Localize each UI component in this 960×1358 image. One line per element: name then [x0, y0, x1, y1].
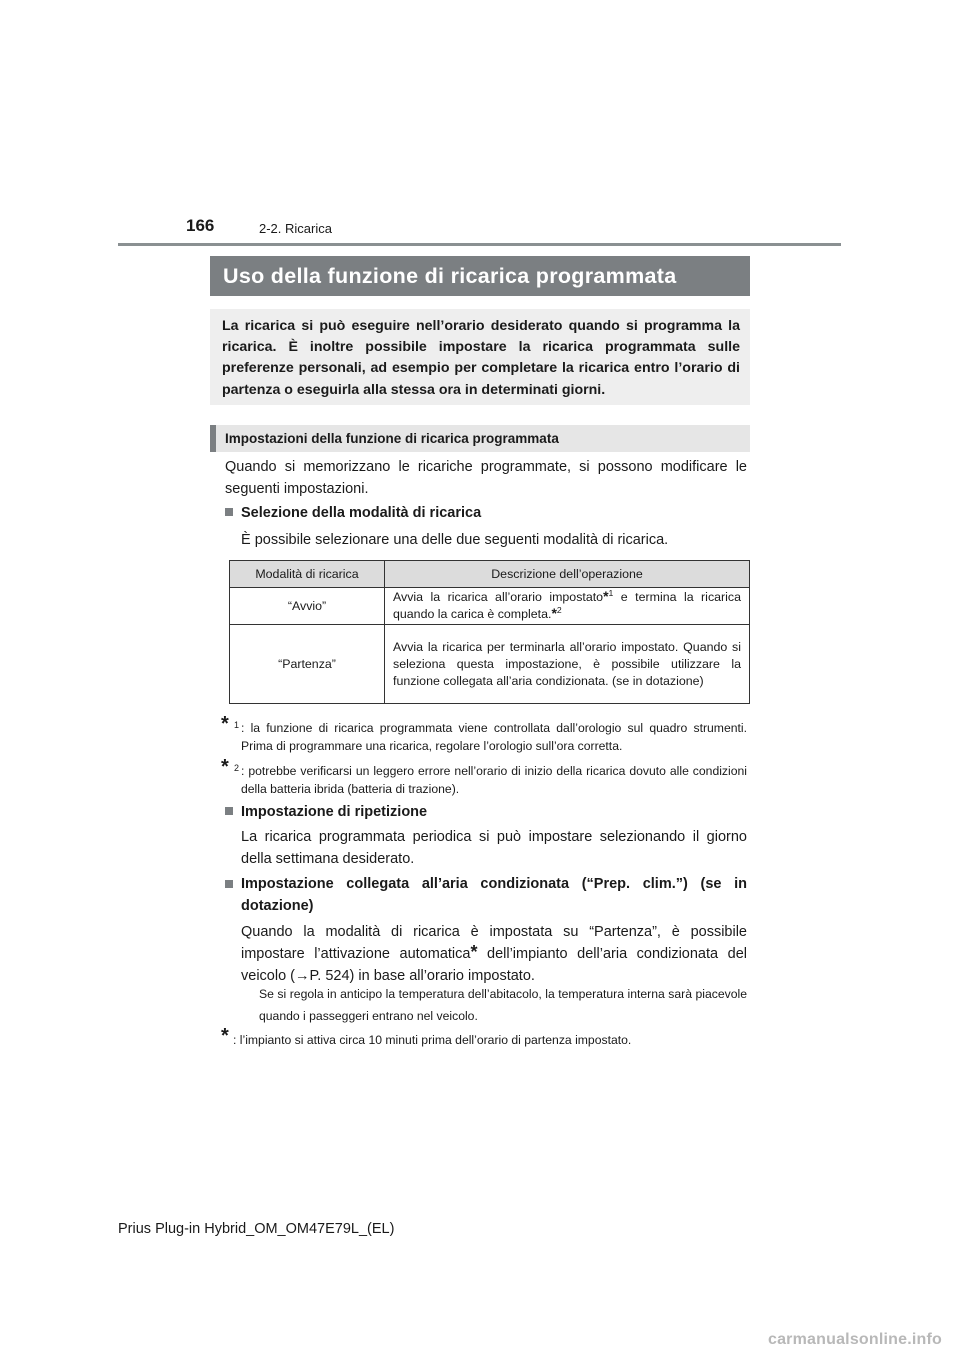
description-cell	[385, 588, 750, 625]
footnote-star-icon: *	[221, 756, 229, 778]
square-bullet-icon	[225, 508, 233, 516]
table-header-row	[230, 561, 750, 588]
bullet-text	[225, 921, 747, 987]
table-row	[230, 625, 750, 704]
footnote-star-icon: *	[551, 605, 557, 621]
intro-text: La ricarica si può eseguire nell’orario desiderato quando si programma la ricarica. È inoltre possibile impostare la ricarica programmata sulle preferenze personali, ad esempio per completare la ricarica entro l’orario di partenza o eseguirla alla stessa ora in determinati giorni.	[222, 318, 740, 398]
watermark: carmanualsonline.info	[767, 1331, 942, 1348]
header-divider	[118, 243, 841, 246]
bullet-heading	[225, 801, 747, 823]
bullet-text-part: Quando la modalità di ricarica è impostata su “Partenza”, è possibile impostare l’attivazione automatica	[241, 924, 747, 962]
bullet-charging-mode	[225, 502, 747, 551]
bullet-heading-text: Impostazione di ripetizione	[241, 804, 428, 820]
table-header-description: Descrizione dell’operazione	[385, 561, 750, 588]
bullet-heading	[225, 502, 747, 524]
page-reference-link[interactable]: P. 524) in base all’orario impostato.	[309, 968, 535, 984]
footnote-3	[221, 1025, 747, 1049]
bullet-heading	[225, 873, 747, 917]
footnote-text: : la funzione di ricarica programmata viene controllata dall’orologio sul quadro strumenti. Prima di programmare una ricarica, regolare l’orologio sull’ora corretta.	[241, 721, 747, 753]
description-text: Avvia la ricarica all’orario impostato	[393, 590, 604, 604]
footnote-star-icon: *	[470, 942, 478, 962]
footnote-text: : potrebbe verificarsi un leggero errore nell’orario di inizio della ricarica dovuto alle condizioni della batteria ibrida (batteria di trazione).	[241, 764, 747, 796]
bullet-text: La ricarica programmata periodica si può impostare selezionando il giorno della settimana desiderato.	[241, 829, 747, 867]
footnote-ref: 2	[556, 604, 562, 615]
footnote-star-icon: *	[221, 1025, 229, 1047]
arrow-right-icon: →	[295, 968, 310, 984]
table-header-mode: Modalità di ricarica	[230, 561, 385, 588]
page-number: 166	[186, 216, 215, 235]
footnote-1: * 1 : la funzione di ricarica programmata viene controllata dall’orologio sul quadro strumenti. Prima di programmare una ricarica, regolare l’orologio sull’ora corretta.	[221, 713, 747, 753]
description-cell: Avvia la ricarica per terminarla all’orario impostato. Quando si seleziona questa impostazione, è possibile utilizzare la funzione collegata all’aria condizionata. (se in dotazione)	[385, 625, 750, 704]
mode-cell: “Avvio”	[230, 588, 385, 625]
description-text: e termina la ricarica quando la carica è completa.	[393, 590, 741, 621]
section-label: 2-2. Ricarica	[259, 221, 332, 236]
subheading: Impostazioni della funzione di ricarica programmata	[210, 425, 750, 452]
note-text: Se si regola in anticipo la temperatura dell’abitacolo, la temperatura interna sarà piacevole quando i passeggeri entrano nel veicolo.	[259, 987, 747, 1023]
footnote-text: : l’impianto si attiva circa 10 minuti prima dell’orario di partenza impostato.	[233, 1033, 632, 1047]
bullet-repeat-setting	[225, 801, 747, 870]
square-bullet-icon	[225, 880, 233, 888]
mode-cell: “Partenza”	[230, 625, 385, 704]
bullet-text-part: dell’impianto dell’aria condizionata del veicolo (	[241, 946, 747, 984]
square-bullet-icon	[225, 807, 233, 815]
charging-modes-table	[229, 560, 750, 704]
intro-paragraph: Quando si memorizzano le ricariche programmate, si possono modificare le seguenti impostazioni.	[225, 459, 747, 497]
page-title: Uso della funzione di ricarica programmata	[210, 256, 750, 296]
bullet-text: È possibile selezionare una delle due seguenti modalità di ricarica.	[241, 532, 669, 548]
footnote-ref: 1	[608, 587, 614, 598]
intro-box	[210, 309, 750, 405]
bullet-heading-text: Selezione della modalità di ricarica	[241, 505, 482, 521]
table-row	[230, 588, 750, 625]
bullet-climate-setting	[225, 873, 747, 987]
footnote-star-icon: *	[221, 713, 229, 735]
footnote-star-icon: *	[603, 588, 609, 604]
footnote-2: * 2 : potrebbe verificarsi un leggero errore nell’orario di inizio della ricarica dovuto alle condizioni della batteria ibrida (batteria di trazione).	[221, 756, 747, 796]
bullet-heading-text: Impostazione collegata all’aria condizionata (“Prep. clim.”) (se in dotazione)	[241, 876, 747, 914]
footer-text: Prius Plug-in Hybrid_OM_OM47E79L_(EL)	[118, 1221, 395, 1237]
